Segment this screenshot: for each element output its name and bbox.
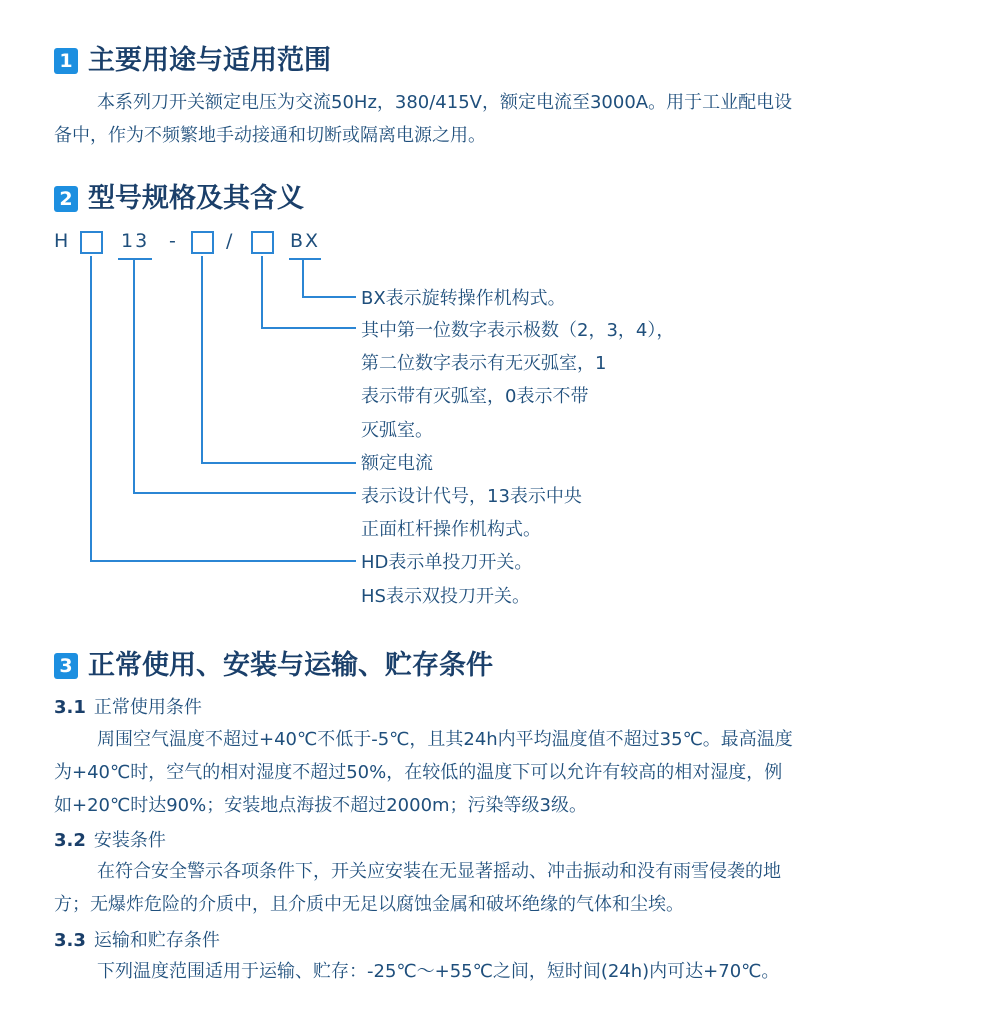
connector-line <box>302 296 356 298</box>
section-1-line-2: 备中，作为不频繁地手动接通和切断或隔离电源之用。 <box>54 125 486 146</box>
desc-design-2: 正面杠杆操作机构式。 <box>361 519 541 540</box>
code-box-poles <box>251 231 274 254</box>
desc-bx: BX表示旋转操作机构式。 <box>361 288 566 309</box>
subsection-3-1-line-1: 周围空气温度不超过+40℃不低于-5℃，且其24h内平均温度值不超过35℃。最高温度 <box>97 729 793 750</box>
code-slash: / <box>226 230 235 252</box>
section-2-heading <box>54 176 304 215</box>
section-2-title: 型号规格及其含义 <box>88 183 304 214</box>
desc-poles-2: 第二位数字表示有无灭弧室，1 <box>361 353 607 374</box>
connector-line <box>261 256 263 329</box>
section-1-heading <box>54 38 331 77</box>
section-1-title: 主要用途与适用范围 <box>88 45 331 76</box>
subsection-3-3-heading <box>54 926 220 952</box>
code-box-current <box>191 231 214 254</box>
code-letter-h: H <box>54 230 71 252</box>
desc-current: 额定电流 <box>361 453 433 474</box>
section-3-heading <box>54 643 493 682</box>
subsection-3-1-heading <box>54 693 202 719</box>
subsection-3-2-heading <box>54 826 166 852</box>
subsection-number: 3.1 <box>54 697 86 718</box>
subsection-3-1-line-3: 如+20℃时达90%；安装地点海拔不超过2000m；污染等级3级。 <box>54 795 588 816</box>
section-number-badge: 3 <box>54 653 78 679</box>
connector-line <box>201 256 203 464</box>
subsection-number: 3.3 <box>54 930 86 951</box>
subsection-title: 正常使用条件 <box>93 697 202 718</box>
desc-hs: HS表示双投刀开关。 <box>361 586 530 607</box>
connector-line <box>90 560 356 562</box>
subsection-3-1-line-2: 为+40℃时，空气的相对湿度不超过50%，在较低的温度下可以允许有较高的相对湿度，例 <box>54 762 783 783</box>
connector-line <box>261 327 356 329</box>
code-underline <box>118 258 152 260</box>
subsection-number: 3.2 <box>54 830 86 851</box>
code-underline <box>289 258 321 260</box>
connector-line <box>201 462 356 464</box>
desc-poles-3: 表示带有灭弧室，0表示不带 <box>361 386 589 407</box>
desc-poles-1: 其中第一位数字表示极数（2，3，4）， <box>361 320 675 341</box>
section-number-badge: 1 <box>54 48 78 74</box>
subsection-3-2-line-2: 方；无爆炸危险的介质中，且介质中无足以腐蚀金属和破坏绝缘的气体和尘埃。 <box>54 894 684 915</box>
code-box-type <box>80 231 103 254</box>
section-3-title: 正常使用、安装与运输、贮存条件 <box>88 650 493 681</box>
code-bx: BX <box>290 230 321 252</box>
connector-line <box>133 260 135 494</box>
desc-design-1: 表示设计代号，13表示中央 <box>361 486 582 507</box>
desc-hd: HD表示单投刀开关。 <box>361 552 533 573</box>
section-number-badge: 2 <box>54 186 78 212</box>
code-design-number: 13 <box>121 230 150 252</box>
section-1-line-1: 本系列刀开关额定电压为交流50Hz，380/415V，额定电流至3000A。用于工业配电设 <box>97 92 793 113</box>
code-dash: - <box>169 230 178 252</box>
connector-line <box>90 256 92 562</box>
connector-line <box>302 260 304 298</box>
subsection-3-2-line-1: 在符合安全警示各项条件下，开关应安装在无显著摇动、冲击振动和没有雨雪侵袭的地 <box>97 861 781 882</box>
subsection-3-3-line-1: 下列温度范围适用于运输、贮存：-25℃～+55℃之间，短时间(24h)内可达+70℃。 <box>97 961 780 982</box>
connector-line <box>133 492 356 494</box>
desc-poles-4: 灭弧室。 <box>361 420 433 441</box>
subsection-title: 安装条件 <box>93 830 166 851</box>
subsection-title: 运输和贮存条件 <box>93 930 220 951</box>
